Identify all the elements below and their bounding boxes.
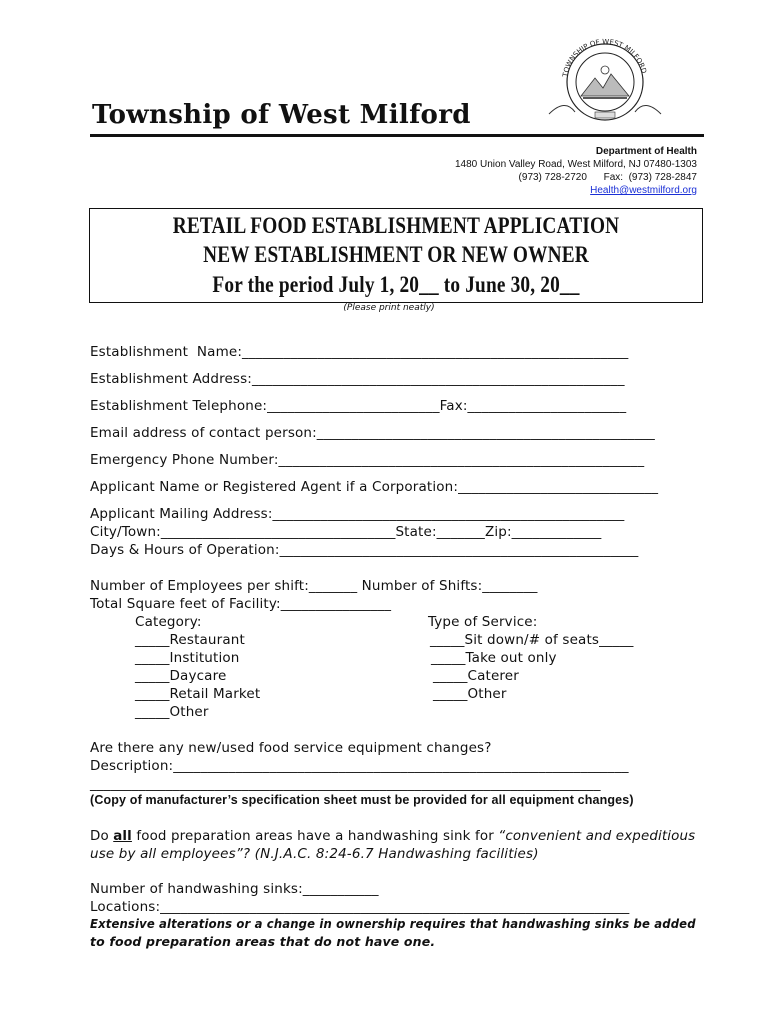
applicant-name-field[interactable]: Applicant Name or Registered Agent if a Corporation:_____________________________ [90,479,659,495]
township-seal-icon [545,38,665,122]
establishment-telephone-fax-field[interactable]: Establishment Telephone:_________________________Fax:_______________________ [90,398,627,414]
svg-text:TOWNSHIP OF WEST MILFORD [561,38,648,79]
quoted-regulation-text: “convenient and expeditious [498,828,696,844]
banner-line-2: NEW ESTABLISHMENT OR NEW OWNER [203,242,589,267]
employees-shifts-field[interactable]: Number of Employees per shift:_______ Number of Shifts:________ [90,578,538,594]
banner-line-1: RETAIL FOOD ESTABLISHMENT APPLICATION [172,213,620,238]
title-rule [90,134,704,137]
emphasis-all: all [113,828,132,844]
sink-locations-field[interactable]: Locations:____________________________________________________________________ [90,899,630,915]
days-hours-field[interactable]: Days & Hours of Operation:____________________________________________________ [90,542,639,558]
handwashing-question-line-2 [90,846,539,862]
department-address: 1480 Union Valley Road, West Milford, NJ 07480-1303 [455,159,697,170]
city-state-zip-field[interactable]: City/Town:__________________________________State:_______Zip:_____________ [90,524,602,540]
equipment-description-continuation[interactable]: __________________________________________________________________________ [90,776,601,792]
handwashing-warning-line-1: Extensive alterations or a change in ownership requires that handwashing sinks be added [90,916,696,931]
quoted-regulation-text: use by all employees” [90,846,243,862]
category-option[interactable]: _____Restaurant [135,632,245,648]
print-neatly-note: (Please print neatly) [343,303,435,313]
contact-email-field[interactable]: Email address of contact person:_________________________________________________ [90,425,655,441]
category-option[interactable]: _____Daycare [135,668,227,684]
banner-line-3: For the period July 1, 20__ to June 30, 20__ [212,272,580,297]
mailing-address-field[interactable]: Applicant Mailing Address:___________________________________________________ [90,506,625,522]
question-text: food preparation areas have a handwashing sink for [131,828,499,844]
establishment-address-field[interactable]: Establishment Address:______________________________________________________ [90,371,625,387]
square-feet-field[interactable]: Total Square feet of Facility:________________ [90,596,392,612]
establishment-name-field[interactable]: Establishment Name:________________________________________________________ [90,344,629,360]
seal-text: TOWNSHIP OF WEST MILFORD [561,38,648,78]
page-title: Township of West Milford [92,100,471,130]
equipment-question: Are there any new/used food service equipment changes? [90,740,492,756]
equipment-description-field[interactable]: Description:__________________________________________________________________ [90,758,629,774]
service-option[interactable]: _____Other [433,686,507,702]
handwashing-warning-line-2: to food preparation areas that do not have one. [90,934,436,949]
department-email-link[interactable]: Health@westmilford.org [590,185,697,196]
department-name: Department of Health [595,146,697,157]
emergency-phone-field[interactable]: Emergency Phone Number:_____________________________________________________ [90,452,645,468]
service-option[interactable]: _____Caterer [433,668,519,684]
category-option[interactable]: _____Retail Market [135,686,261,702]
handwashing-sinks-field[interactable]: Number of handwashing sinks:___________ [90,881,379,897]
regulation-citation: ? (N.J.A.C. 8:24-6.7 Handwashing facilities) [242,846,539,862]
service-heading: Type of Service: [428,614,538,630]
question-text: Do [90,828,114,844]
equipment-spec-note: (Copy of manufacturer’s specification sheet must be provided for all equipment changes) [90,793,634,807]
service-option[interactable]: _____Sit down/# of seats_____ [430,632,634,648]
service-option[interactable]: _____Take out only [431,650,557,666]
department-phone-fax: (973) 728-2720 Fax: (973) 728-2847 [518,172,697,183]
category-option[interactable]: _____Other [135,704,209,720]
category-option[interactable]: _____Institution [135,650,240,666]
category-heading: Category: [135,614,202,630]
handwashing-question-line-1 [90,828,695,844]
